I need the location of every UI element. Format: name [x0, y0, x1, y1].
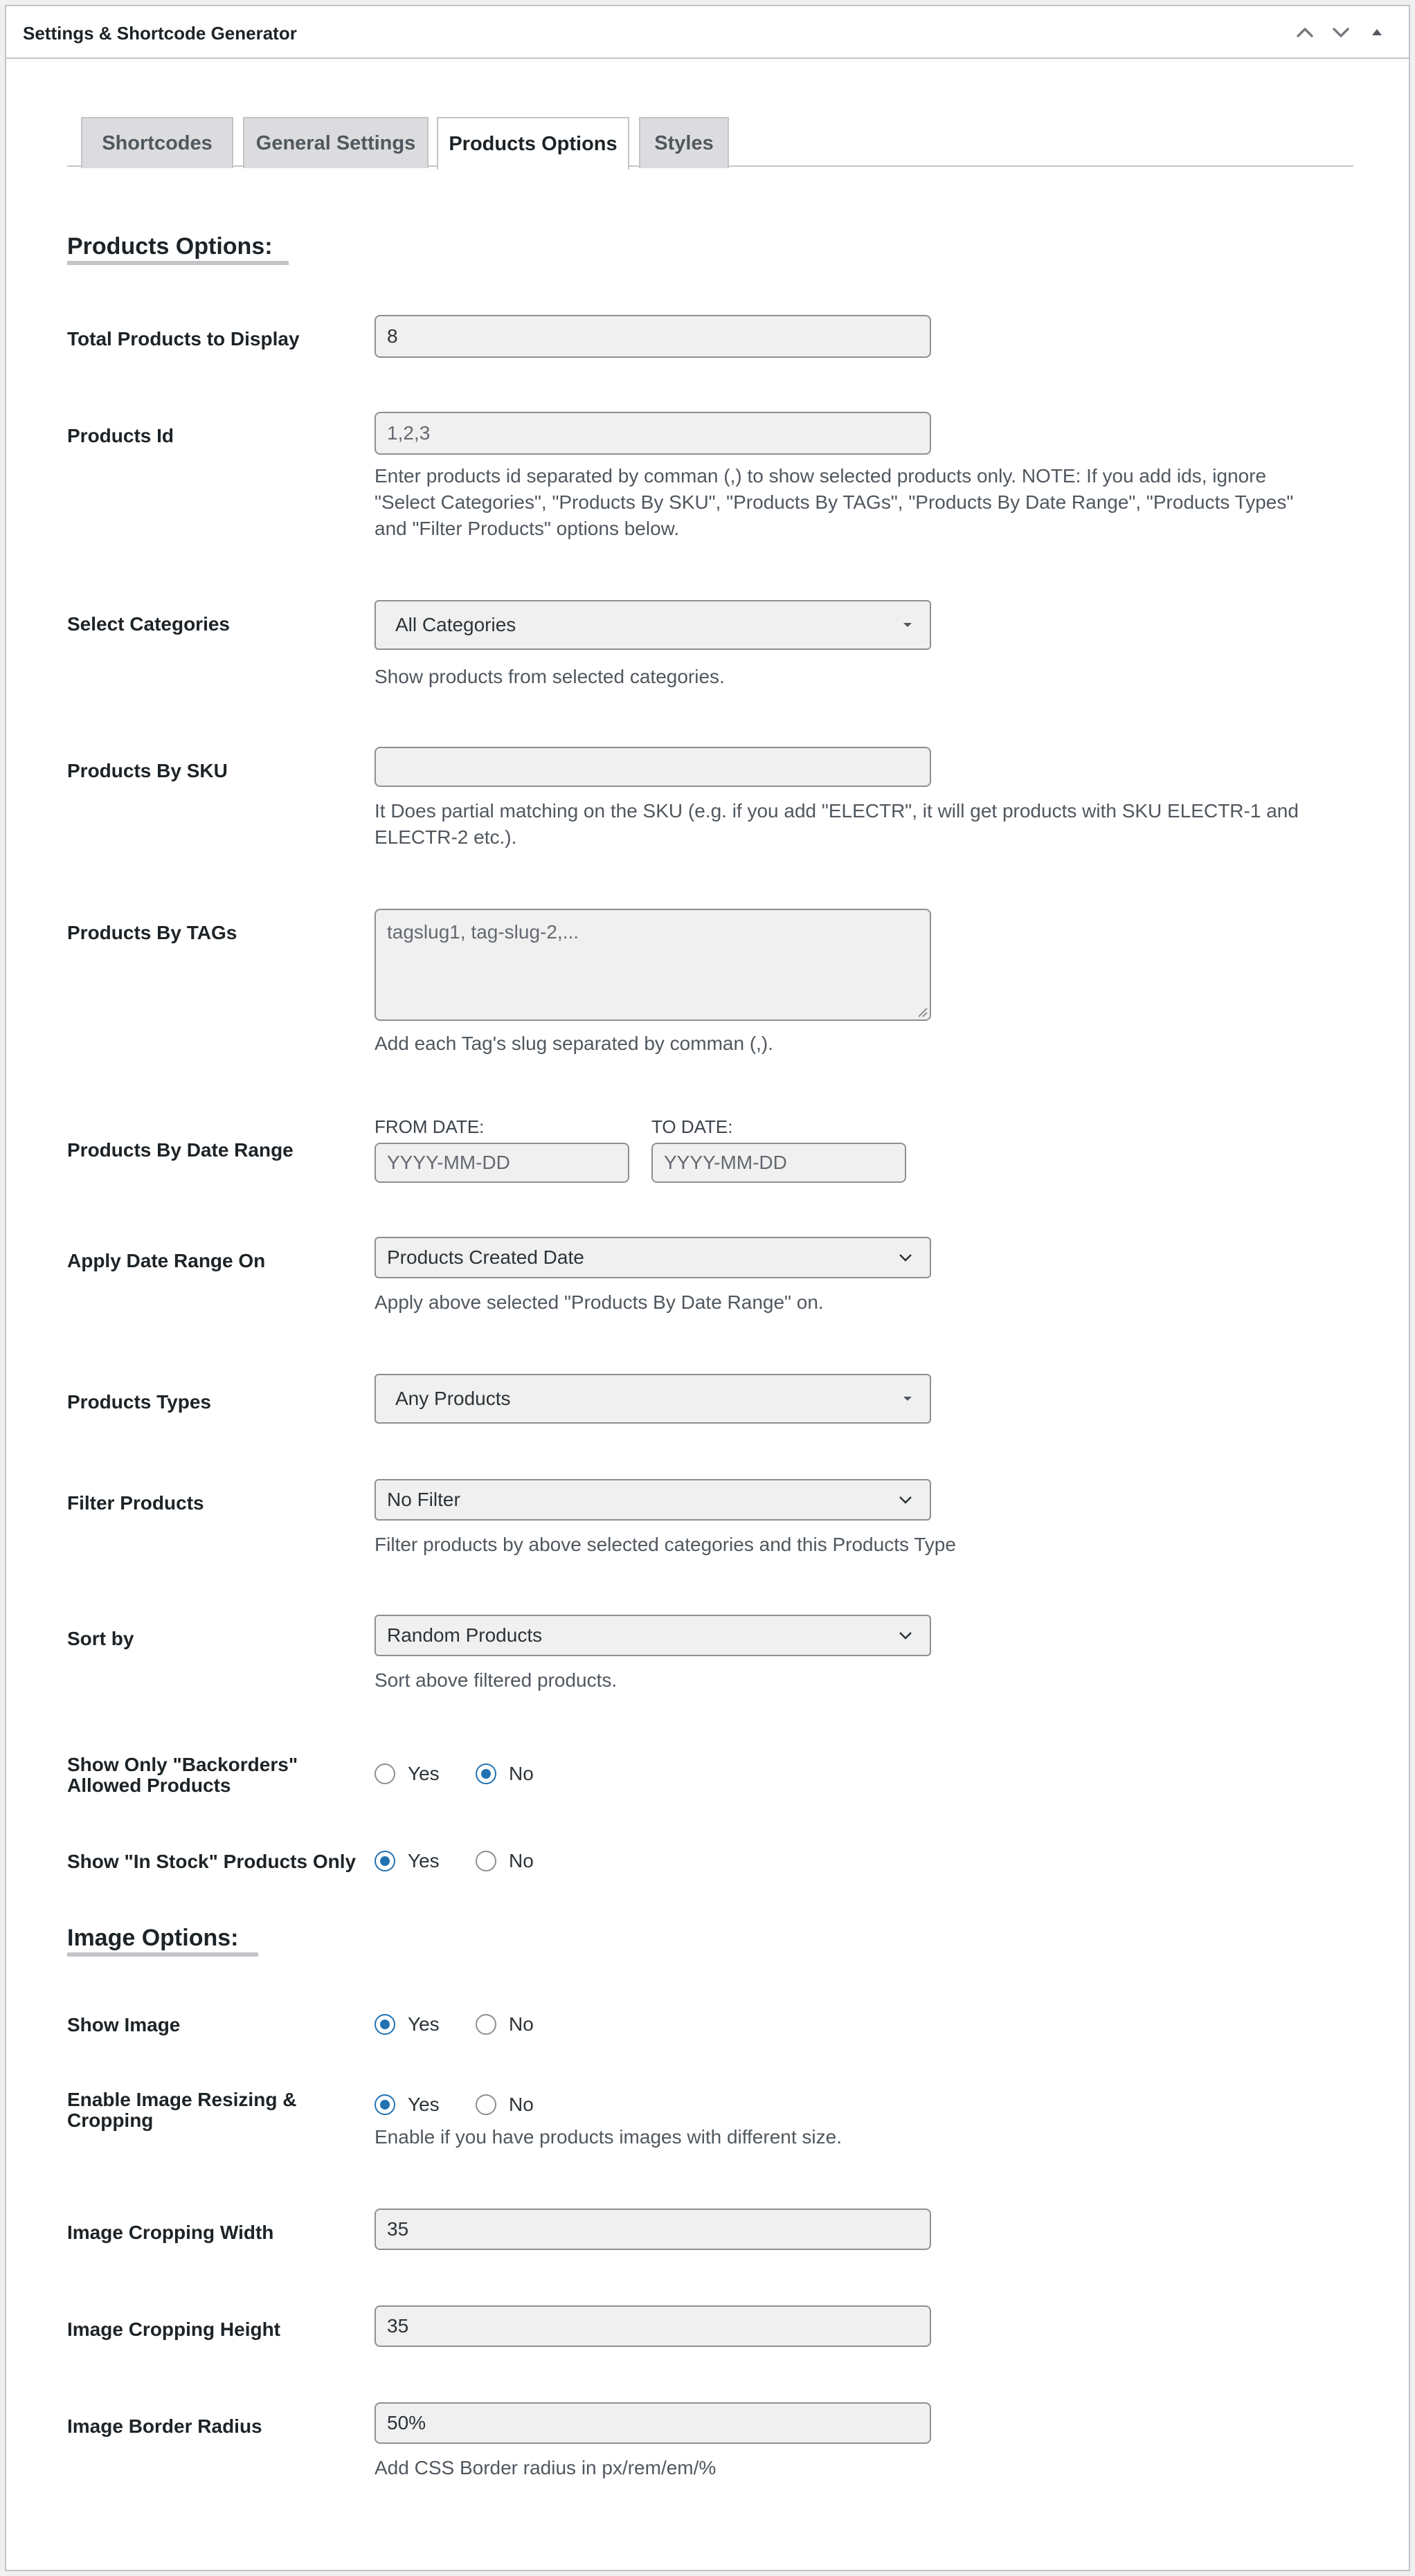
chevron-down-icon: [898, 1495, 913, 1505]
chevron-up-icon: [1291, 19, 1319, 46]
desc-line: and "Filter Products" options below.: [375, 518, 680, 539]
total-products-label: Total Products to Display: [67, 328, 300, 350]
to-date-label: TO DATE:: [651, 1116, 733, 1137]
radio-label: No: [509, 1850, 534, 1871]
select-categories-label: Select Categories: [67, 613, 230, 635]
apply-date-range-selected-value: Products Created Date: [387, 1246, 584, 1268]
radio-circle: [375, 1763, 395, 1784]
image-options-heading: Image Options:: [67, 1925, 239, 1951]
apply-date-range-select[interactable]: [375, 1237, 931, 1278]
products-id-input[interactable]: 1,2,3: [375, 412, 931, 455]
border-radius-input[interactable]: 50%: [375, 2402, 931, 2444]
backorders-yes-radio[interactable]: [375, 1760, 440, 1788]
products-types-select[interactable]: [375, 1374, 931, 1424]
label-line: Enable Image Resizing &: [67, 2089, 297, 2110]
sort-by-select[interactable]: [375, 1615, 931, 1656]
radio-circle: [375, 2094, 395, 2115]
desc-line: It Does partial matching on the SKU (e.g. if you add "ELECTR", it will get products with SKU ELECTR-1 and: [375, 800, 1299, 822]
from-date-input[interactable]: YYYY-MM-DD: [375, 1143, 629, 1183]
crop-width-label: Image Cropping Width: [67, 2222, 274, 2243]
products-options-heading: Products Options:: [67, 233, 273, 260]
radio-circle: [476, 2014, 496, 2035]
radio-label: Yes: [408, 1850, 440, 1871]
date-range-label: Products By Date Range: [67, 1139, 294, 1161]
tags-textarea[interactable]: [375, 909, 931, 1021]
settings-panel: [5, 5, 1410, 2571]
move-up-button[interactable]: [1291, 19, 1319, 46]
caret-down-icon: [902, 622, 913, 628]
panel-header: [6, 6, 1409, 59]
radio-label: Yes: [408, 1763, 440, 1784]
products-id-description: [375, 463, 1344, 542]
products-types-selected-value: Any Products: [395, 1388, 511, 1409]
show-image-label: Show Image: [67, 2014, 181, 2035]
products-id-label: Products Id: [67, 425, 174, 446]
section-underline: [67, 261, 289, 265]
settings-tabs: [67, 113, 1353, 167]
filter-products-select[interactable]: [375, 1479, 931, 1521]
tab-styles[interactable]: Styles: [639, 117, 729, 168]
radio-circle: [476, 1851, 496, 1871]
image-resizing-label: [67, 2089, 365, 2131]
in-stock-label: Show "In Stock" Products Only: [67, 1851, 357, 1872]
sort-by-label: Sort by: [67, 1628, 134, 1649]
caret-down-icon: [902, 1395, 913, 1402]
total-products-input[interactable]: 8: [375, 315, 931, 358]
chevron-down-icon: [898, 1253, 913, 1262]
image-resizing-no-radio[interactable]: [476, 2091, 534, 2119]
categories-select[interactable]: [375, 600, 931, 650]
radio-label: No: [509, 2013, 534, 2035]
filter-products-label: Filter Products: [67, 1492, 204, 1514]
chevron-down-icon: [1327, 19, 1355, 46]
sort-by-description: Sort above filtered products.: [375, 1669, 618, 1691]
crop-height-label: Image Cropping Height: [67, 2319, 280, 2340]
image-resizing-description: Enable if you have products images with different size.: [375, 2126, 842, 2148]
tags-description: Add each Tag's slug separated by comman (,).: [375, 1033, 774, 1054]
radio-label: Yes: [408, 2094, 440, 2115]
categories-description: Show products from selected categories.: [375, 666, 725, 687]
section-underline: [67, 1952, 258, 1957]
radio-label: Yes: [408, 2013, 440, 2035]
sku-description: [375, 798, 1344, 851]
backorders-label: [67, 1754, 365, 1796]
sort-by-selected-value: Random Products: [387, 1624, 543, 1646]
radio-circle: [375, 1851, 395, 1871]
apply-date-range-label: Apply Date Range On: [67, 1250, 266, 1271]
radio-circle: [476, 1763, 496, 1784]
tab-shortcodes[interactable]: Shortcodes: [81, 117, 233, 168]
image-resizing-yes-radio[interactable]: [375, 2091, 440, 2119]
label-line: Allowed Products: [67, 1775, 231, 1796]
apply-date-range-description: Apply above selected "Products By Date Range" on.: [375, 1291, 824, 1313]
radio-label: No: [509, 1763, 534, 1784]
radio-circle: [375, 2014, 395, 2035]
crop-width-input[interactable]: 35: [375, 2208, 931, 2250]
crop-height-input[interactable]: 35: [375, 2305, 931, 2347]
in-stock-yes-radio[interactable]: [375, 1847, 440, 1875]
tags-placeholder: tagslug1, tag-slug-2,...: [387, 921, 579, 943]
tags-label: Products By TAGs: [67, 922, 237, 943]
radio-label: No: [509, 2094, 534, 2115]
desc-line: "Select Categories", "Products By SKU", "Products By TAGs", "Products By Date Range", "Products Types": [375, 491, 1294, 513]
label-line: Show Only "Backorders": [67, 1754, 298, 1775]
resize-handle-icon[interactable]: [916, 1006, 928, 1018]
desc-line: ELECTR-2 etc.).: [375, 826, 517, 848]
to-date-input[interactable]: YYYY-MM-DD: [651, 1143, 906, 1183]
filter-products-selected-value: No Filter: [387, 1489, 460, 1510]
panel-title: Settings & Shortcode Generator: [23, 23, 297, 44]
in-stock-no-radio[interactable]: [476, 1847, 534, 1875]
border-radius-label: Image Border Radius: [67, 2415, 262, 2437]
border-radius-description: Add CSS Border radius in px/rem/em/%: [375, 2457, 716, 2478]
products-types-label: Products Types: [67, 1391, 211, 1413]
caret-up-icon: [1363, 19, 1391, 46]
collapse-toggle-button[interactable]: [1363, 19, 1391, 46]
categories-selected-value: All Categories: [395, 614, 516, 635]
sku-label: Products By SKU: [67, 760, 228, 781]
from-date-label: FROM DATE:: [375, 1116, 485, 1137]
chevron-down-icon: [898, 1631, 913, 1640]
show-image-no-radio[interactable]: [476, 2011, 534, 2038]
tab-general-settings[interactable]: General Settings: [243, 117, 429, 168]
move-down-button[interactable]: [1327, 19, 1355, 46]
label-line: Cropping: [67, 2110, 154, 2131]
filter-products-description: Filter products by above selected categories and this Products Type: [375, 1534, 956, 1555]
radio-circle: [476, 2094, 496, 2115]
backorders-no-radio[interactable]: [476, 1760, 534, 1788]
sku-input[interactable]: [375, 747, 931, 787]
show-image-yes-radio[interactable]: [375, 2011, 440, 2038]
desc-line: Enter products id separated by comman (,) to show selected products only. NOTE: If you add ids, ignore: [375, 465, 1267, 487]
tab-products-options[interactable]: Products Options: [437, 117, 629, 170]
